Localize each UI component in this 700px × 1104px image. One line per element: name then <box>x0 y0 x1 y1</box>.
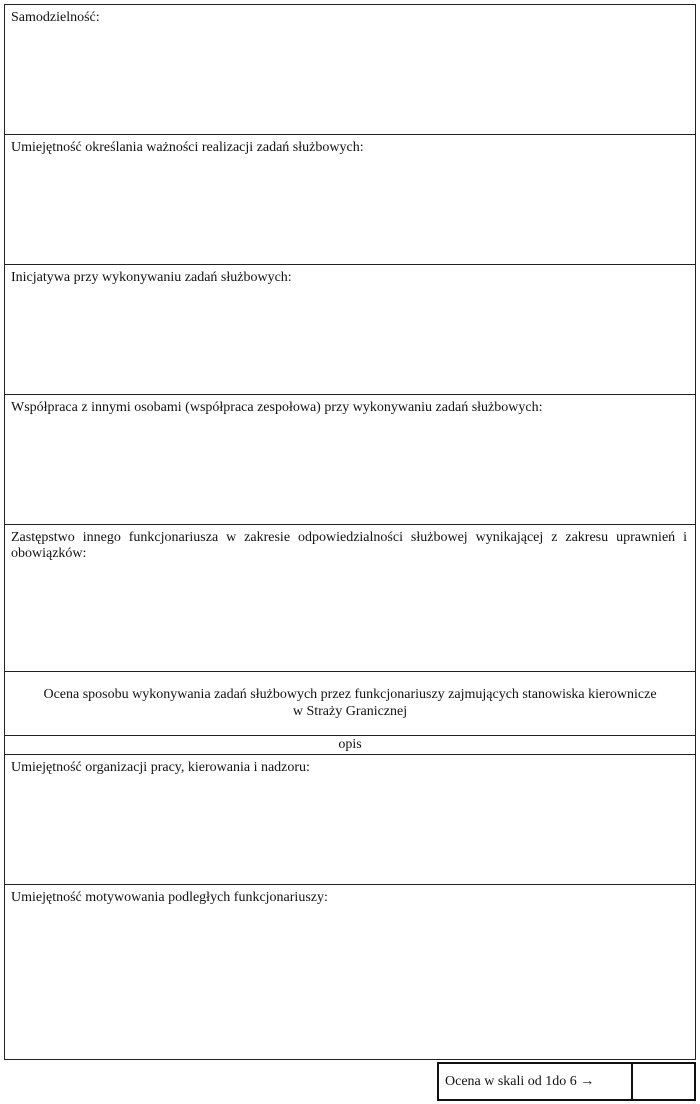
section-label: Samodzielność: <box>11 10 100 25</box>
section-label: Umiejętność organizacji pracy, kierowania i nadzoru: <box>11 760 310 775</box>
section-motywowanie <box>5 885 695 1059</box>
managerial-header-line-2: w Straży Granicznej <box>292 704 408 719</box>
section-label: Zastępstwo innego funkcjonariusza w zakresie odpowiedzialności służbowej wynikającej z zakresu uprawnień i obowiązków: <box>11 530 687 561</box>
section-zastepstwo <box>5 525 695 672</box>
score-label: Ocena w skali od 1do 6 → <box>439 1064 633 1099</box>
section-label: Umiejętność motywowania podległych funkcjonariuszy: <box>11 890 328 905</box>
section-inicjatywa <box>5 265 695 395</box>
managerial-header <box>5 672 695 736</box>
evaluation-form <box>4 4 696 1060</box>
score-value-field[interactable] <box>633 1064 694 1099</box>
opis-label: opis <box>338 737 362 752</box>
section-organizacja-pracy <box>5 755 695 885</box>
managerial-header-title <box>25 686 675 720</box>
opis-subheader <box>5 736 695 755</box>
section-wspolpraca <box>5 395 695 525</box>
section-label: Umiejętność określania ważności realizacji zadań służbowych: <box>11 140 364 155</box>
score-box <box>437 1062 696 1101</box>
section-samodzielnosc <box>5 5 695 135</box>
section-label: Współpraca z innymi osobami (współpraca zespołowa) przy wykonywaniu zadań służbowych: <box>11 400 543 415</box>
managerial-header-line-1: Ocena sposobu wykonywania zadań służbowych przez funkcjonariuszy zajmujących stanowiska kierownicze <box>43 687 657 702</box>
section-label: Inicjatywa przy wykonywaniu zadań służbowych: <box>11 270 292 285</box>
section-waznosc-zadan <box>5 135 695 265</box>
